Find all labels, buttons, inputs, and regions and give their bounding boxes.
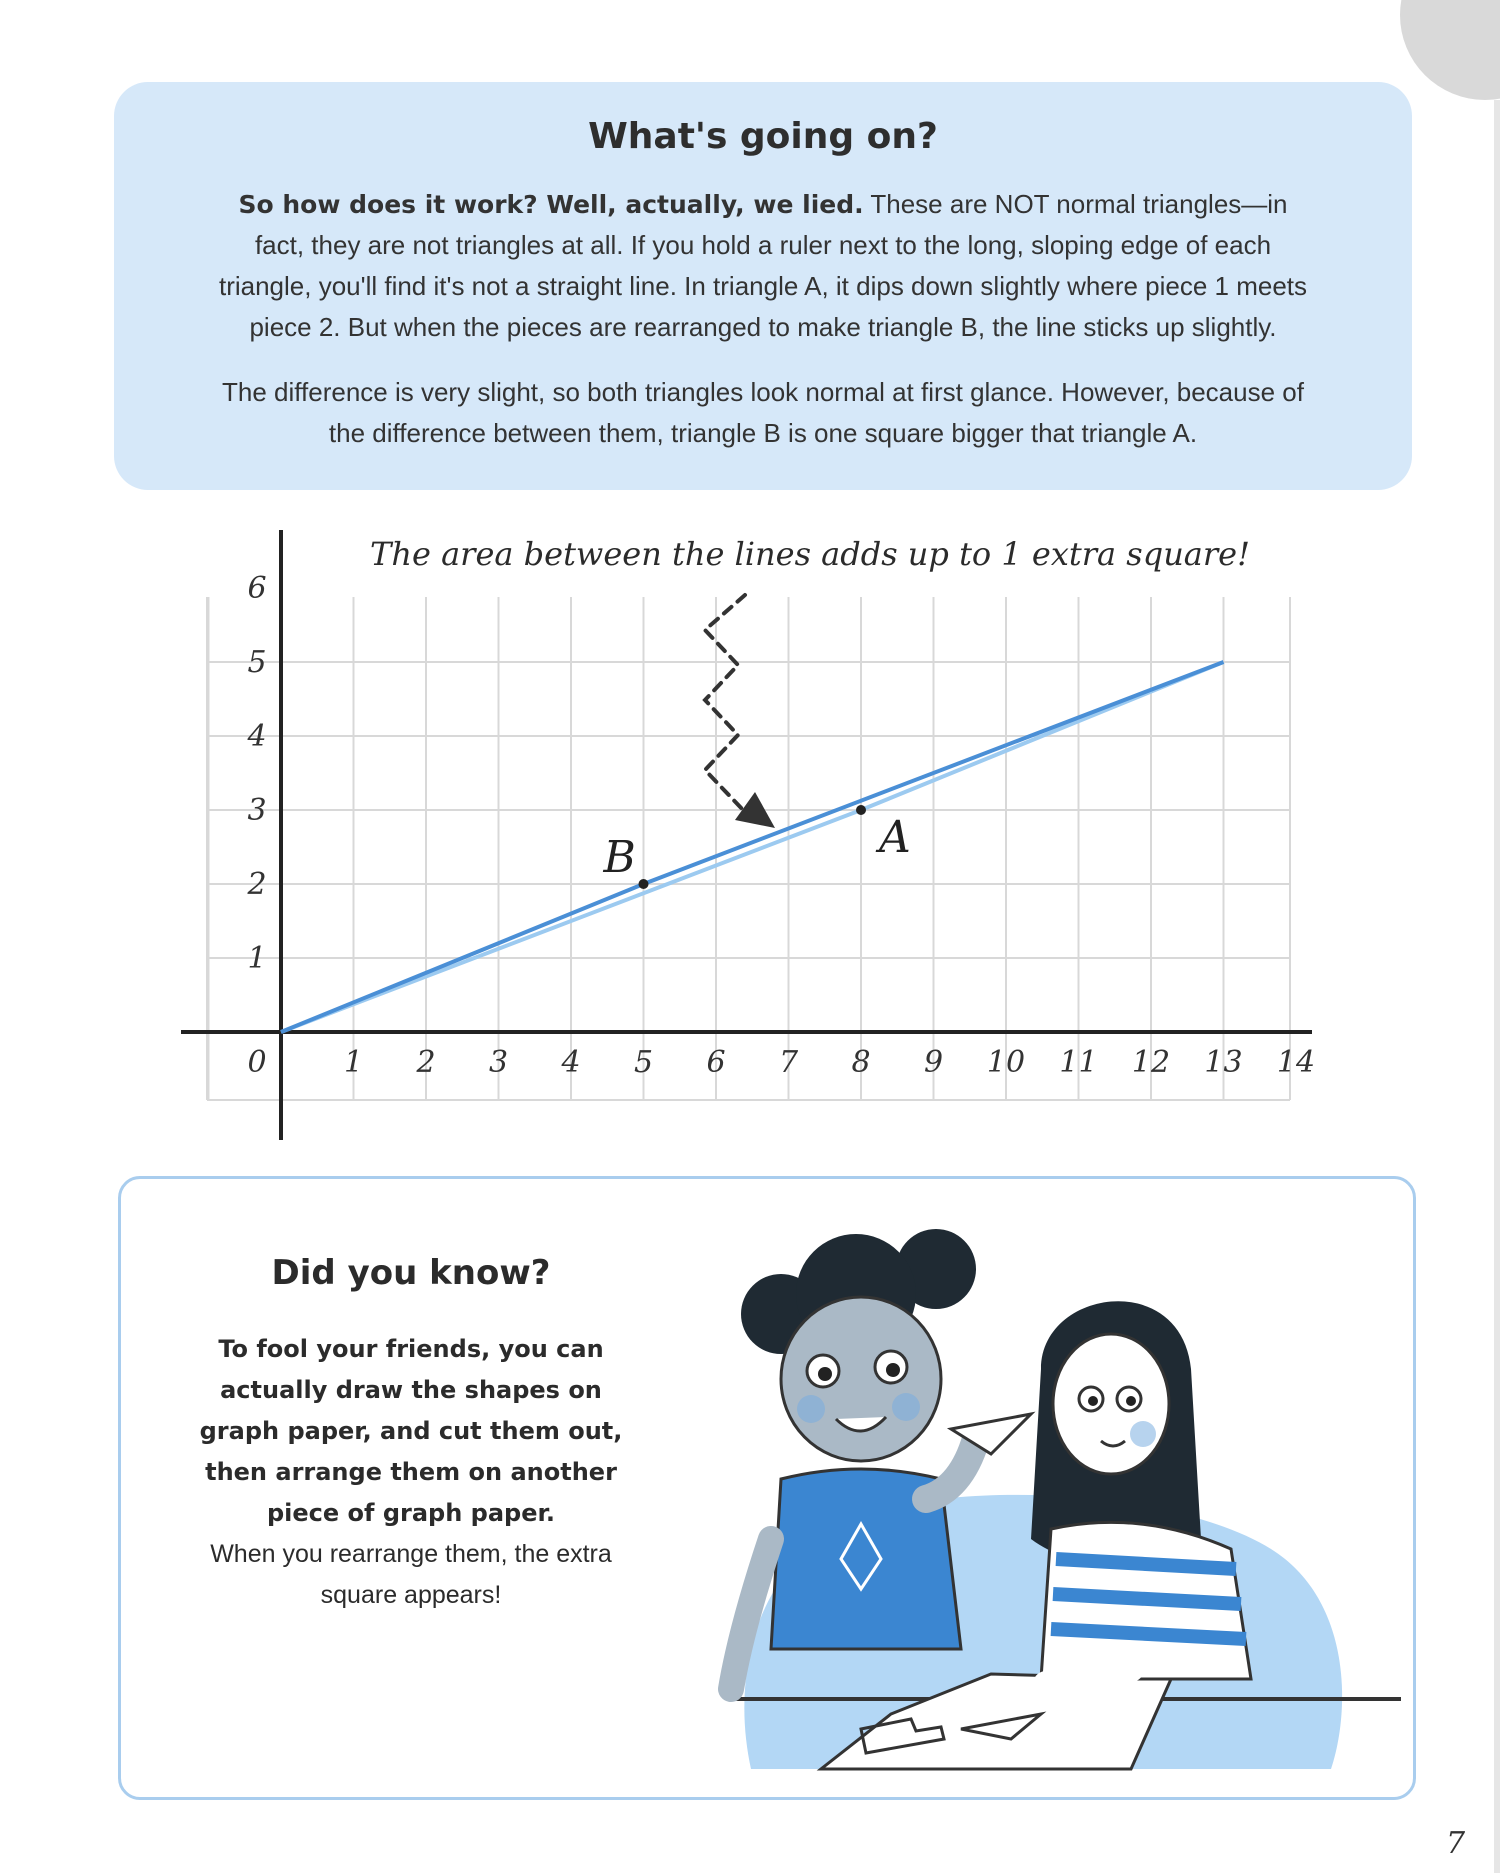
point-marker-a — [856, 805, 866, 815]
did-you-know-text — [181, 1329, 641, 1616]
did-you-know-normal-text: When you rearrange them, the extra square appears! — [210, 1540, 612, 1609]
point-marker-b — [639, 879, 649, 889]
kids-illustration — [711, 1209, 1411, 1799]
x-tick-label: 3 — [488, 1045, 509, 1080]
woman-figure — [1031, 1301, 1251, 1684]
y-tick-label: 1 — [247, 941, 267, 976]
y-tick-label: 3 — [247, 793, 267, 828]
did-you-know-title: Did you know? — [271, 1253, 551, 1293]
x-tick-label: 11 — [1059, 1045, 1098, 1080]
y-tick-label: 5 — [247, 645, 267, 680]
info-paragraph-1-body: These are NOT normal triangles—in fact, they are not triangles at all. If you hold a ruler next to the long, sloping edge of each triangle, you'll find it's not a straight line. In triangle A, it dips down slightly where piece 1 meets piece 2. But when the pieces are rearranged to make triangle B, the line sticks up slightly. — [218, 189, 1308, 342]
x-tick-label: 14 — [1276, 1045, 1316, 1080]
chart-annotation: The area between the lines adds up to 1 extra square! — [370, 535, 1250, 573]
x-tick-label: 13 — [1204, 1045, 1243, 1080]
point-label-a: A — [879, 812, 911, 863]
x-tick-label: 9 — [923, 1045, 944, 1080]
line-chart — [0, 520, 1500, 1160]
info-title: What's going on? — [588, 116, 938, 157]
x-tick-label: 2 — [416, 1045, 436, 1080]
y-tick-label: 6 — [247, 571, 267, 606]
info-paragraph-2: The difference is very slight, so both triangles look normal at first glance. However, because of the difference between them, triangle B is one square bigger that triangle A. — [222, 377, 1304, 448]
x-tick-label: 7 — [778, 1045, 799, 1080]
x-tick-label: 6 — [706, 1045, 726, 1080]
whats-going-on-box — [114, 82, 1412, 490]
origin-label: 0 — [247, 1045, 267, 1080]
did-you-know-box — [118, 1176, 1416, 1800]
info-paragraph-1 — [214, 184, 1312, 348]
y-tick-label: 2 — [247, 867, 267, 902]
x-tick-label: 12 — [1131, 1045, 1171, 1080]
info-paragraph-1-lead: So how does it work? Well, actually, we lied. — [238, 190, 864, 219]
y-tick-label: 4 — [247, 719, 267, 754]
annotation-arrow — [705, 595, 745, 812]
chart-svg — [0, 520, 1500, 1160]
x-tick-label: 5 — [633, 1045, 654, 1080]
page-number: 7 — [1446, 1826, 1466, 1861]
page-corner-curl — [1400, 0, 1500, 100]
x-tick-label: 4 — [561, 1045, 581, 1080]
did-you-know-bold-text: To fool your friends, you can actually draw the shapes on graph paper, and cut them out, then arrange them on another piece of graph paper. — [199, 1335, 623, 1527]
x-tick-label: 8 — [851, 1045, 871, 1080]
x-tick-label: 10 — [986, 1045, 1026, 1080]
point-label-b: B — [603, 832, 636, 883]
x-tick-label: 1 — [343, 1045, 364, 1080]
